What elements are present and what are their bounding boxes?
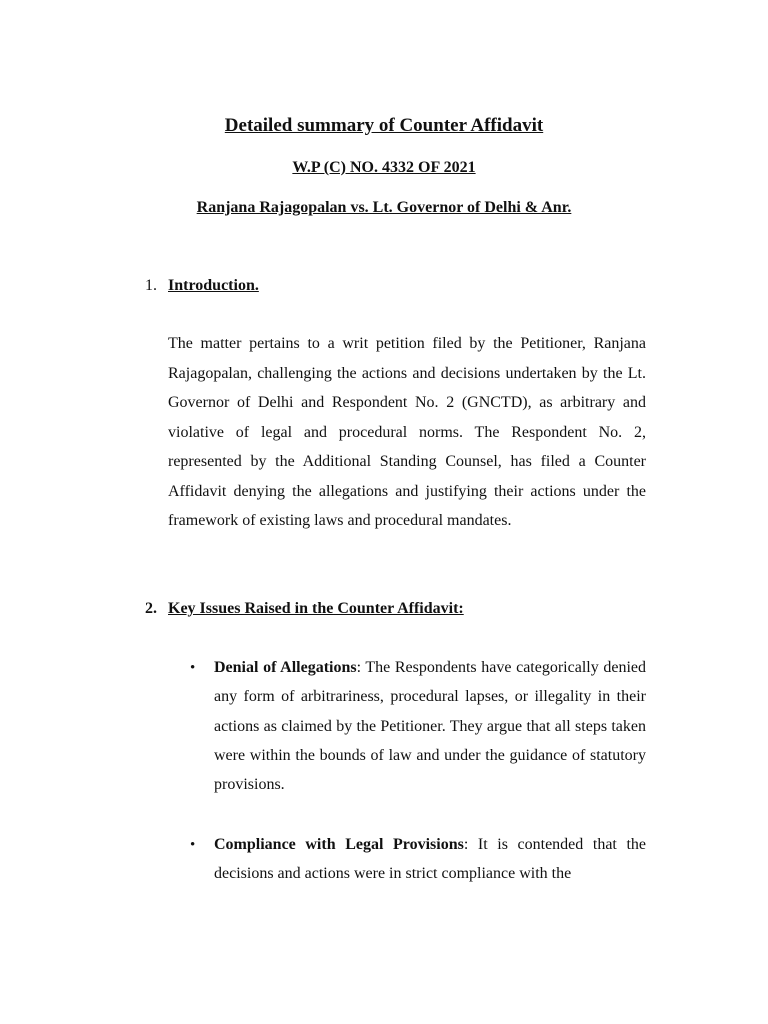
section-number: 2. bbox=[145, 600, 157, 617]
bullet-lead: Compliance with Legal Provisions bbox=[214, 836, 464, 853]
bullet-lead: Denial of Allegations bbox=[214, 659, 357, 676]
section-number: 1. bbox=[145, 277, 157, 294]
case-number: W.P (C) NO. 4332 OF 2021 bbox=[292, 159, 476, 176]
introduction-paragraph: The matter pertains to a writ petition filed by the Petitioner, Ranjana Rajagopalan, challenging the actions and decisions undertaken by the Lt. Governor of Delhi and Respondent No. 2 (GNCTD), as arbitrary and violative of legal and procedural norms. The Respondent No. 2, represented by the Additional Standing Counsel, has filed a Counter Affidavit denying the allegations and justifying their actions under the framework of existing laws and procedural mandates. bbox=[168, 335, 646, 529]
bullet-body: : The Respondents have categorically denied any form of arbitrariness, procedural lapses, or illegality in their actions as claimed by the Petitioner. They argue that all steps taken were within the bounds of law and under the guidance of statutory provisions. bbox=[214, 659, 646, 794]
bullet-denial-of-allegations bbox=[214, 653, 646, 799]
document-title: Detailed summary of Counter Affidavit bbox=[224, 115, 544, 136]
section-label: Key Issues Raised in the Counter Affidavit: bbox=[168, 600, 464, 617]
case-parties: Ranjana Rajagopalan vs. Lt. Governor of Delhi & Anr. bbox=[196, 199, 572, 216]
section-heading-key-issues bbox=[145, 598, 464, 620]
bullet-compliance-with-legal-provisions bbox=[214, 830, 646, 889]
bullet-marker: • bbox=[190, 660, 196, 676]
bullet-marker: • bbox=[190, 837, 196, 853]
section-heading-introduction bbox=[145, 275, 259, 297]
section-label: Introduction. bbox=[168, 277, 259, 294]
bullet-body: : It is contended that the decisions and actions were in strict compliance with the bbox=[214, 836, 647, 883]
